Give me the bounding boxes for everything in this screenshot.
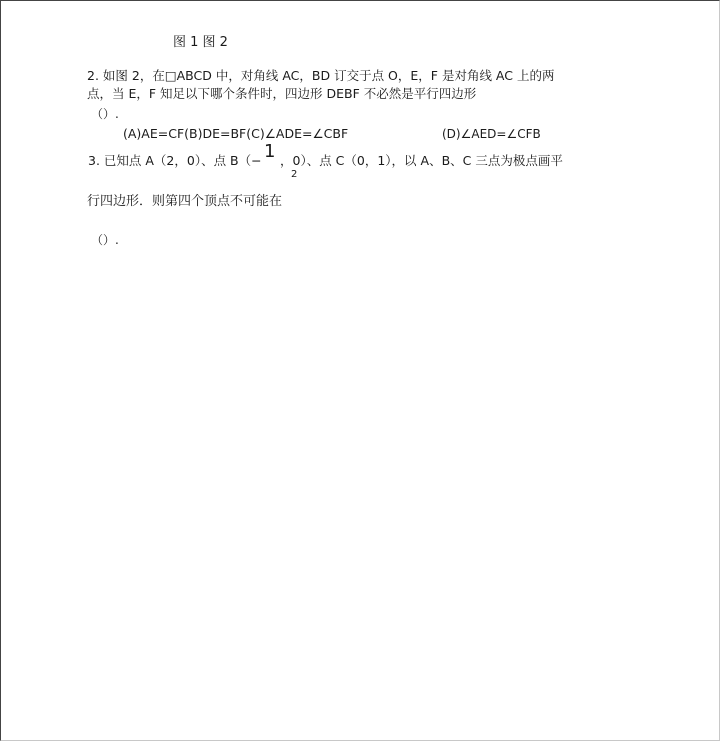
question-3-line-1-end: ，0）、点 C（0，1），以 A、B、C 三点为极点画平	[280, 153, 563, 168]
question-2-line-1: 2. 如图 2，在□ABCD 中，对角线 AC，BD 订交于点 O，E，F 是对角线 AC 上的两	[87, 68, 555, 83]
fraction-numerator: 1	[264, 141, 276, 162]
question-3-answer-blank: （）.	[91, 233, 119, 247]
fraction-denominator: 2	[291, 169, 298, 180]
question-2-options-abc: (A)AE=CF(B)DE=BF(C)∠ADE=∠CBF	[123, 126, 349, 141]
question-2-line-2: 点，当 E，F 知足以下哪个条件时，四边形 DEBF 不必然是平行四边形	[87, 86, 477, 101]
question-2-option-d: (D)∠AED=∠CFB	[442, 127, 541, 141]
question-3-line-2: 行四边形．则第四个顶点不可能在	[87, 194, 283, 209]
question-2-answer-blank: （）.	[91, 107, 119, 121]
figure-caption: 图 1 图 2	[173, 35, 228, 50]
question-3-line-1-start: 3. 已知点 A（2，0）、点 B（−	[88, 153, 262, 168]
